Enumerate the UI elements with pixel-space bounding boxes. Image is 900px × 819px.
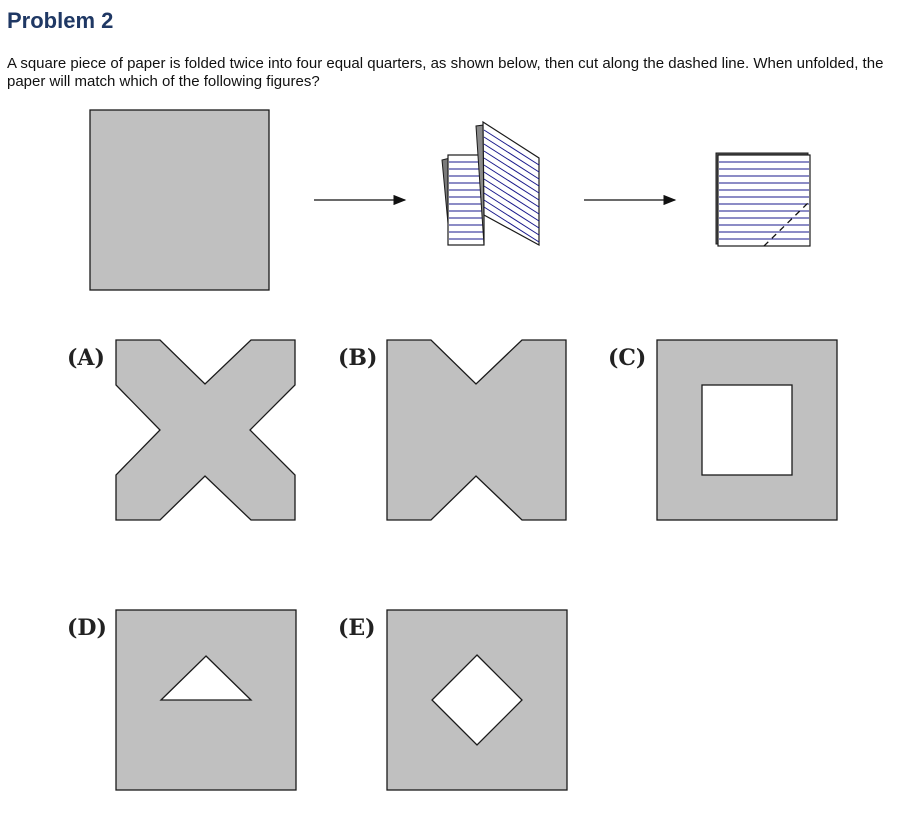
option-e-figure[interactable] [387,610,567,790]
unfolded-square [90,110,269,290]
problem-question: A square piece of paper is folded twice into four equal quarters, as shown below, then cut along the dashed line. When unfolded, the paper will match which of the following figures? [7,55,884,90]
option-a-label: (A) [67,345,105,371]
quarter-folded-paper [716,153,810,246]
option-b-label: (B) [338,345,378,371]
option-d-label: (D) [67,615,107,641]
option-c-hole [702,385,792,475]
option-c-figure[interactable] [657,340,837,520]
problem-title: Problem 2 [7,8,114,33]
option-d-figure[interactable] [116,610,296,790]
option-c-label: (C) [608,345,647,371]
option-a-figure[interactable] [116,340,295,520]
option-e-label: (E) [338,615,376,641]
half-folded-paper [442,122,539,245]
option-b-figure[interactable] [387,340,566,520]
